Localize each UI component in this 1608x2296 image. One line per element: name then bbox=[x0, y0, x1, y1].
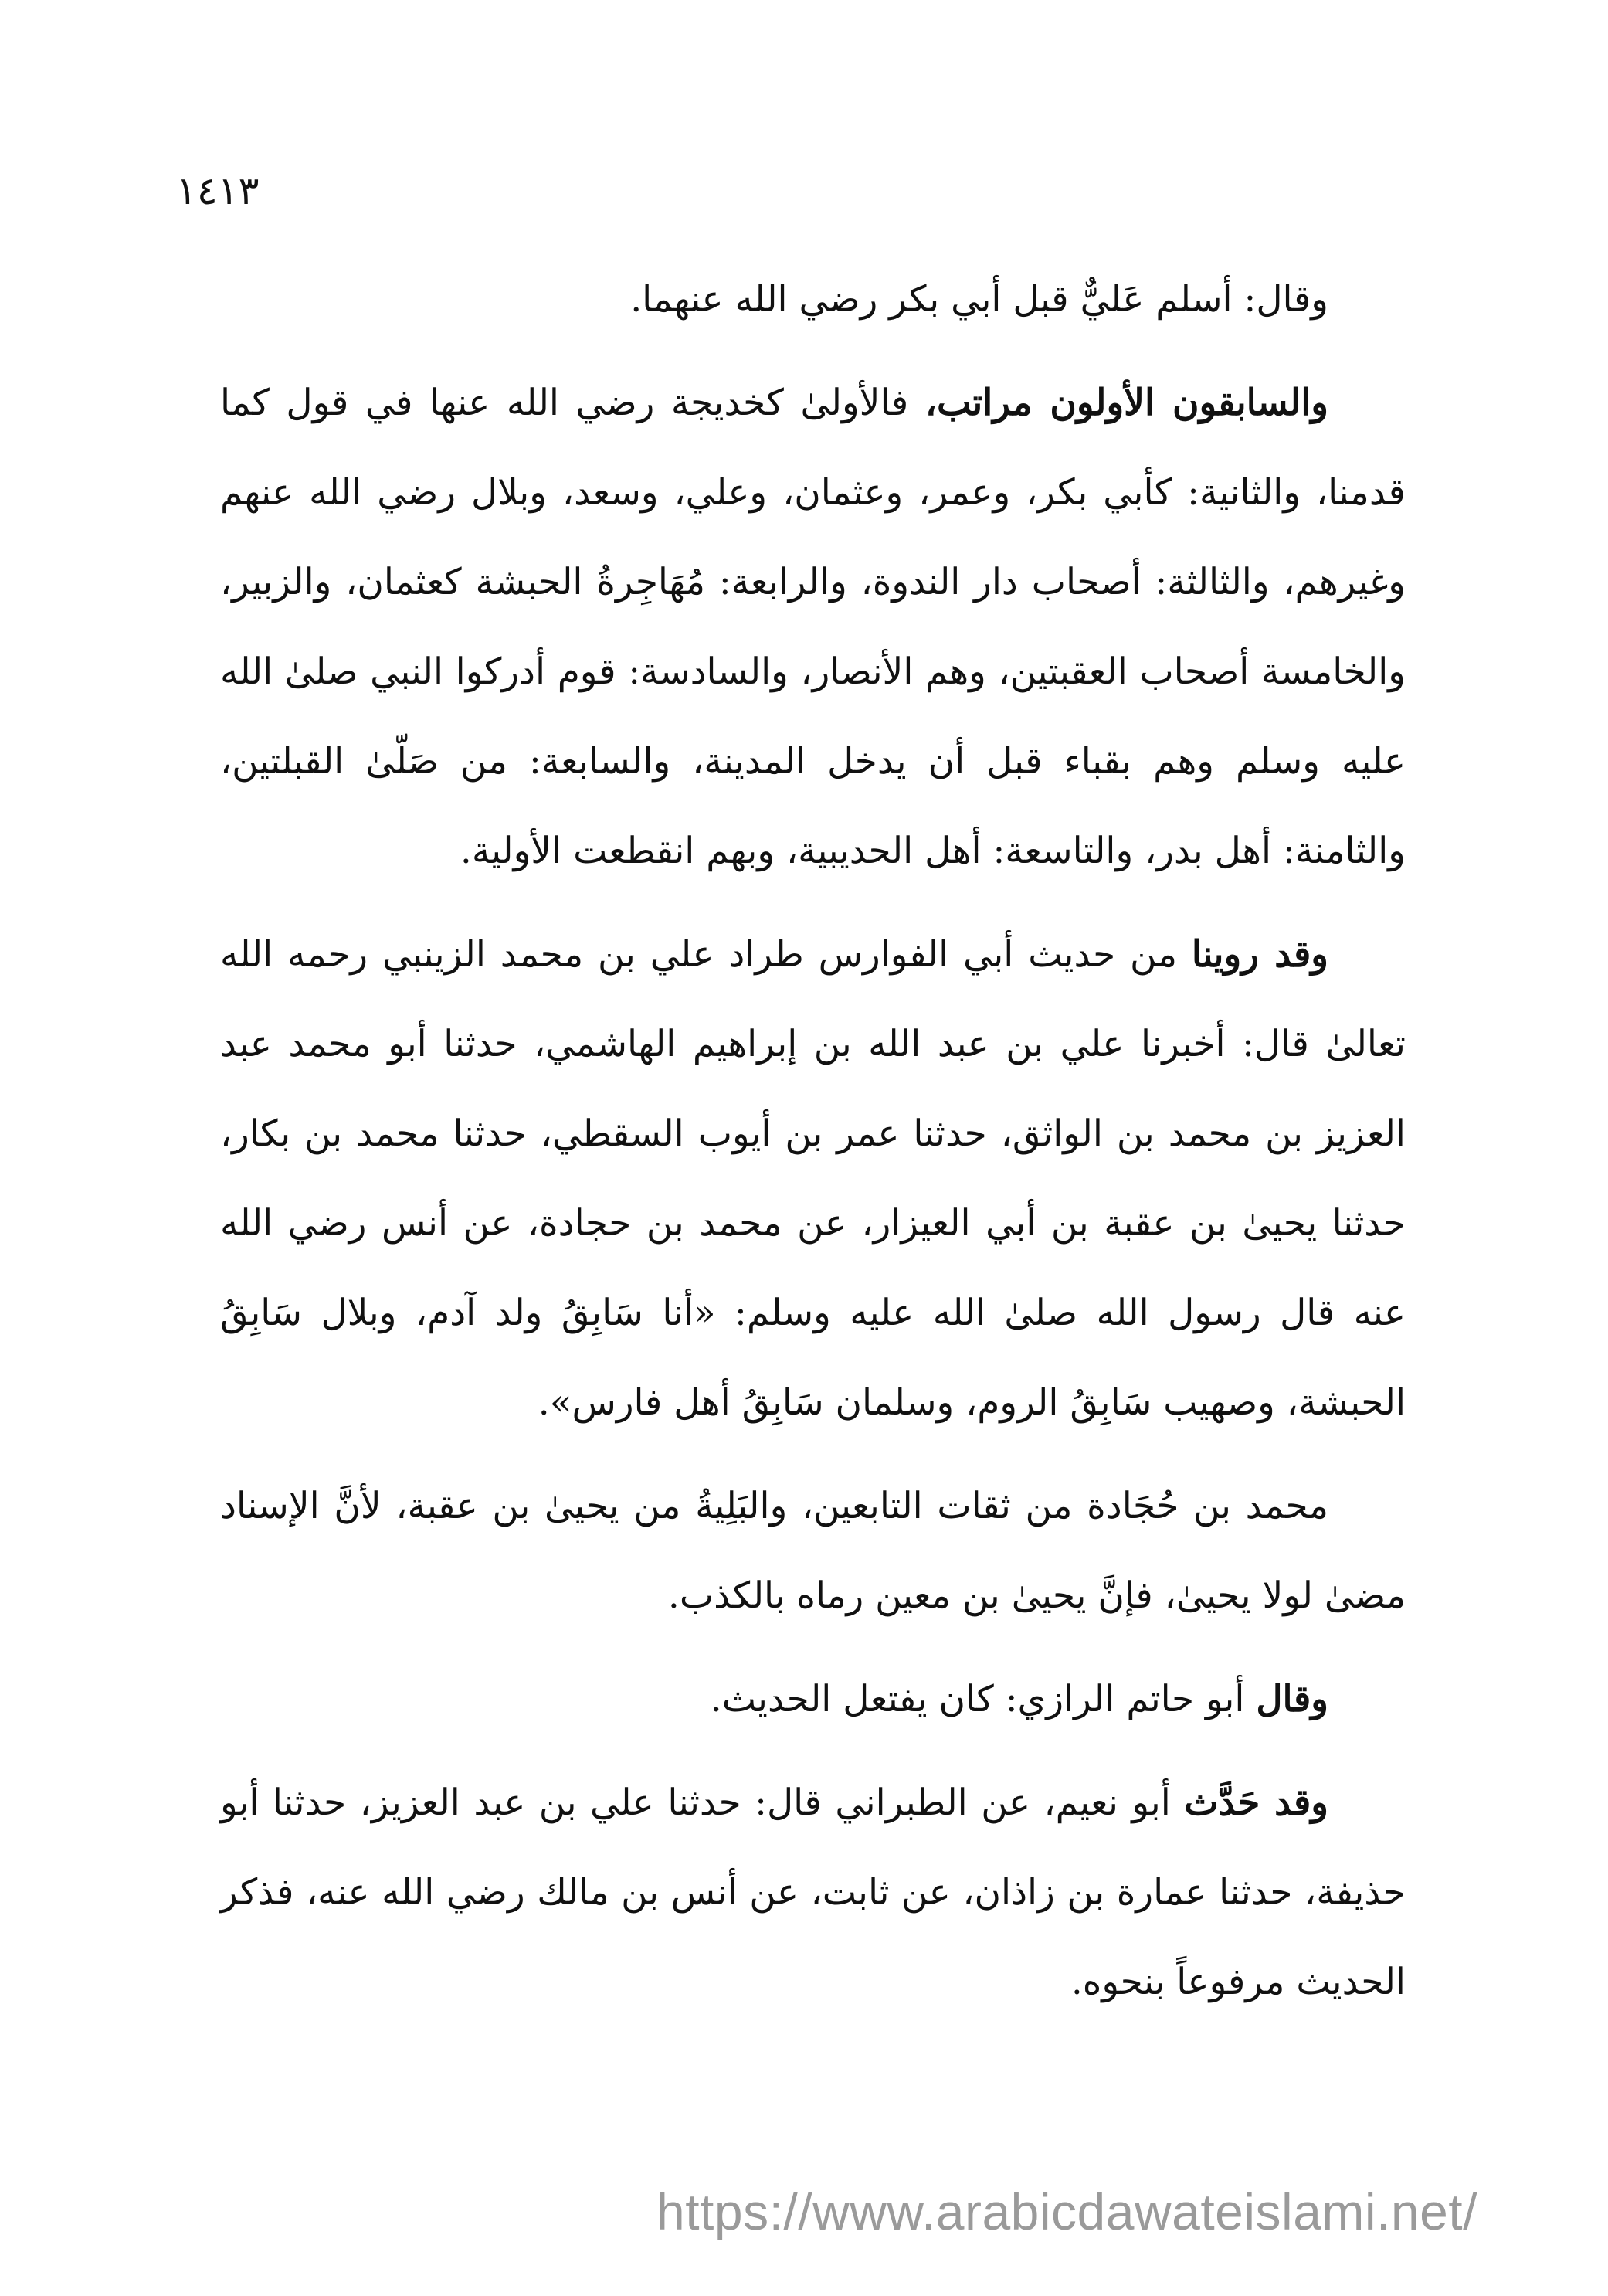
paragraph-lead: وقال bbox=[1256, 1678, 1328, 1720]
paragraph-5 bbox=[220, 1655, 1406, 1744]
paragraph-2 bbox=[220, 358, 1406, 896]
paragraph-text: أبو نعيم، عن الطبراني قال: حدثنا علي بن عبد العزيز، حدثنا أبو حذيفة، حدثنا عمارة بن زاذان، عن ثابت، عن أنس بن مالك رضي الله عنه، فذكر الحديث مرفوعاً بنحوه. bbox=[220, 1781, 1406, 2003]
paragraph-text: وقال: أسلم عَليٌّ قبل أبي بكر رضي الله عنهما. bbox=[630, 278, 1328, 321]
watermark-url: https://www.arabicdawateislami.net/ bbox=[656, 2183, 1477, 2240]
paragraph-6 bbox=[220, 1758, 1406, 2027]
paragraph-4 bbox=[220, 1462, 1406, 1641]
paragraph-1 bbox=[220, 255, 1406, 345]
page-body bbox=[220, 255, 1406, 2041]
paragraph-lead: والسابقون الأولون مراتب، bbox=[924, 382, 1328, 424]
paragraph-text: أبو حاتم الرازي: كان يفتعل الحديث. bbox=[710, 1678, 1257, 1720]
paragraph-text: فالأولىٰ كخديجة رضي الله عنها في قول كما قدمنا، والثانية: كأبي بكر، وعمر، وعثمان، وعلي، وسعد، وبلال رضي الله عنهم وغيرهم، والثالثة: أصحاب دار الندوة، والرابعة: مُهَاجِرةُ الحبشة كعثمان، والزبير، والخامسة أصحاب العقبتين، وهم الأنصار، والسادسة: قوم أدركوا النبي صلىٰ الله عليه وسلم وهم بقباء قبل أن يدخل المدينة، والسابعة: من صَلّىٰ القبلتين، والثامنة: أهل بدر، والتاسعة: أهل الحديبية، وبهم انقطعت الأولية. bbox=[220, 382, 1406, 872]
paragraph-lead: وقد حَدَّث bbox=[1184, 1781, 1329, 1824]
page-number: ١٤١٣ bbox=[176, 168, 260, 213]
paragraph-text: محمد بن حُجَادة من ثقات التابعين، والبَلِيةُ من يحيىٰ بن عقبة، لأنَّ الإسناد مضىٰ لولا يحيىٰ، فإنَّ يحيىٰ بن معين رماه بالكذب. bbox=[220, 1485, 1406, 1617]
paragraph-3 bbox=[220, 910, 1406, 1448]
paragraph-text: من حديث أبي الفوارس طراد علي بن محمد الزينبي رحمه الله تعالىٰ قال: أخبرنا علي بن عبد الله بن إبراهيم الهاشمي، حدثنا أبو محمد عبد العزيز بن محمد بن الواثق، حدثنا عمر بن أيوب السقطي، حدثنا محمد بن بكار، حدثنا يحيىٰ بن عقبة بن أبي العيزار، عن محمد بن حجادة، عن أنس رضي الله عنه قال رسول الله صلىٰ الله عليه وسلم: «أنا سَابِقُ ولد آدم، وبلال سَابِقُ الحبشة، وصهيب سَابِقُ الروم، وسلمان سَابِقُ أهل فارس». bbox=[220, 933, 1406, 1424]
paragraph-lead: وقد روينا bbox=[1191, 933, 1328, 976]
